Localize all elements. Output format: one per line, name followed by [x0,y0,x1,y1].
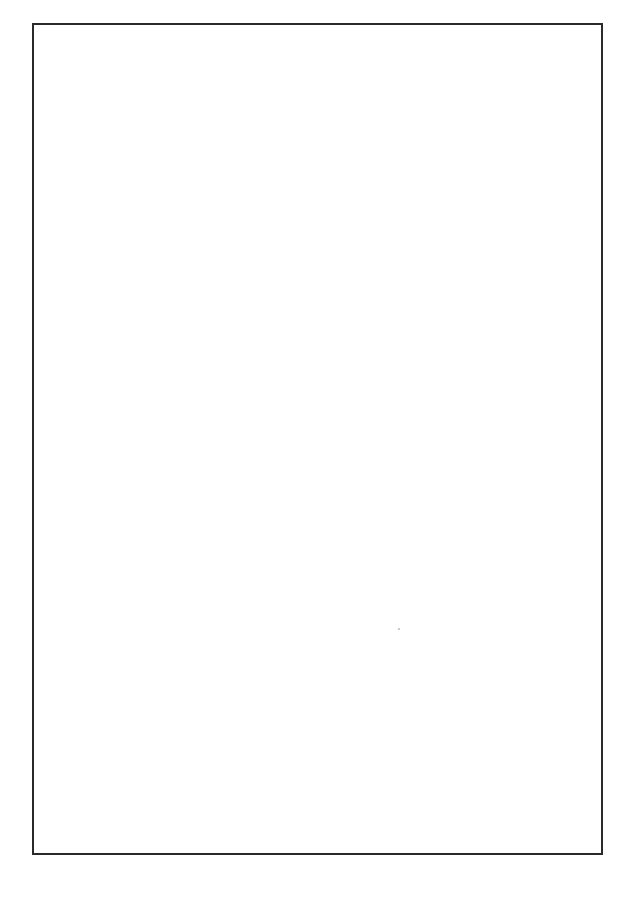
document-body [88,36,586,60]
scan-artifact [398,628,400,630]
page-border [32,23,603,855]
